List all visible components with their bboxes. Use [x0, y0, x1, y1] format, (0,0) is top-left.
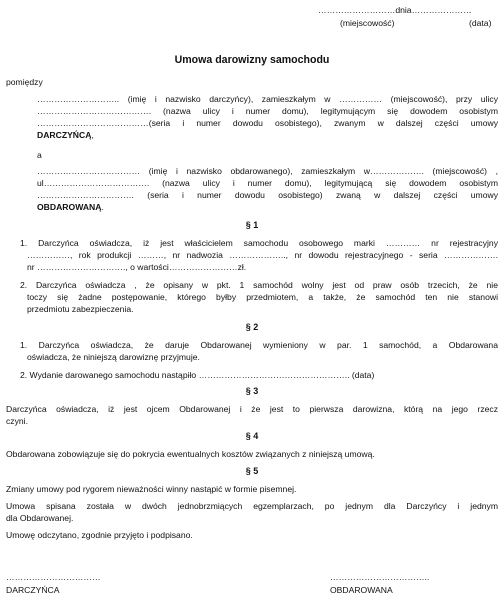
section-5-line-2: Umowa spisana została w dwóch jednobrzmiących egzemplarzach, po jednym dla Darczyńcy i jednym: [6, 501, 498, 511]
section-1-heading: § 1: [245, 220, 259, 230]
section-5-heading: § 5: [245, 466, 259, 476]
intro-text: pomiędzy: [6, 77, 43, 87]
document-title: Umowa darowizny samochodu: [174, 54, 330, 66]
donor-line-1: ……………………….. (imię i nazwisko darczyńcy), zamieszkałym w …………… (miejscowość), przy ulicy: [37, 94, 498, 104]
donor-line-2: …………………………………. (nazwa ulicy i numer domu), legitymującym się dowodem osobistym: [37, 106, 498, 116]
conjunction-text: a: [37, 150, 42, 160]
section-1-point-2-line-2: toczy się żadne postępowanie, którego byłby przedmiotem, a także, że samochód ten nie stanowi: [27, 292, 498, 302]
recipient-line-1: ……………………………… (imię i nazwisko obdarowanego), zamieszkałym w………………. (miejscowość) ,: [37, 166, 498, 176]
donor-line-3: …………………………………(seria i numer dowodu osobistego), zwanym w dalszej części umowy: [37, 118, 498, 128]
section-3-line-2: czyni.: [6, 416, 28, 426]
section-2-point-1-line-2: oświadcza, że niniejszą darowiznę przyjmuje.: [27, 352, 200, 362]
recipient-role-suffix: .: [101, 202, 104, 212]
donor-role-suffix: ,: [91, 130, 94, 140]
recipient-role: OBDAROWANĄ: [37, 202, 102, 212]
donor-role: DARCZYŃCĄ: [37, 130, 92, 140]
section-1-point-1-line-1: 1. Darczyńca oświadcza, iż jest właścicielem samochodu osobowego marki ………… nr rejestracyjny: [20, 238, 498, 248]
section-3-line-1: Darczyńca oświadcza, iż jest ojcem Obdarowanej i że jest to pierwsza darowizna, którą na jego rzecz: [6, 404, 498, 414]
section-1-point-2-line-3: przedmiotu zabezpieczenia.: [27, 304, 134, 314]
signature-right-label: OBDAROWANA: [330, 585, 393, 595]
section-4-line-1: Obdarowana zobowiązuje się do pokrycia ewentualnych kosztów związanych z niniejszą umową.: [6, 449, 375, 459]
place-date-line: ………………………dnia…………………: [318, 5, 472, 15]
section-5-line-3: dla Obdarowanej.: [6, 513, 74, 523]
section-1-point-2-line-1: 2. Darczyńca oświadcza , że opisany w pkt. 1 samochód wolny jest od praw osób trzecich, że nie: [20, 280, 498, 290]
section-5-line-4: Umowę odczytano, zgodnie przyjęto i podpisano.: [6, 530, 193, 540]
recipient-role-line: [37, 202, 104, 213]
section-4-heading: § 4: [245, 431, 259, 441]
signature-left-dots: ……………………………: [6, 572, 101, 582]
section-2-point-2-line-1: 2. Wydanie darowanego samochodu nastąpiło …………………………………………….. (data): [20, 370, 375, 380]
section-2-heading: § 2: [245, 322, 259, 332]
section-3-heading: § 3: [245, 386, 259, 396]
signature-left-label: DARCZYŃCA: [6, 585, 60, 595]
date-label: (data): [469, 18, 492, 28]
recipient-line-2: ul………………………………. (nazwa ulicy i numer domu), legitymującą się dowodem osobistym: [37, 178, 498, 188]
section-1-point-1-line-3: nr …………………………., o wartości……………………zł.: [27, 262, 247, 272]
donor-role-line: [37, 130, 94, 141]
recipient-line-3: ……………………………. (seria i numer dowodu osobistego) zwaną w dalszej części umowy: [37, 190, 498, 200]
section-1-point-1-line-2: ……………, rok produkcji ………, nr nadwozia ……………….., nr dowodu rejestracyjnego - seria ……………….: [27, 250, 498, 260]
place-label: (miejscowość): [340, 18, 395, 28]
section-2-point-1-line-1: 1. Darczyńca oświadcza, że daruje Obdarowanej wymieniony w par. 1 samochód, a Obdarowana: [20, 340, 498, 350]
section-5-line-1: Zmiany umowy pod rygorem nieważności winny nastąpić w formie pisemnej.: [6, 484, 297, 494]
signature-right-dots: ……………………………..: [330, 572, 430, 582]
